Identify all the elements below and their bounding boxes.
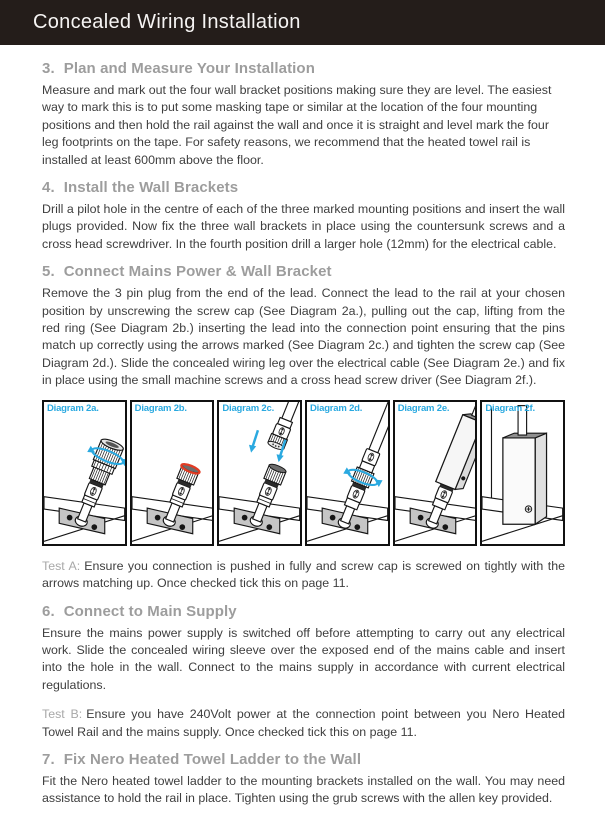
section-heading-5 bbox=[42, 263, 565, 280]
section-heading-3 bbox=[42, 60, 565, 77]
diagram-panel-2b bbox=[130, 400, 215, 546]
test-b-label: Test B: bbox=[42, 707, 83, 722]
section-title: Connect Mains Power & Wall Bracket bbox=[63, 263, 332, 281]
test-a-text: Ensure you connection is pushed in fully and screw cap is screwed on tightly with the arrows matching up. Once checked tick this on page 11. bbox=[42, 558, 565, 591]
page-header bbox=[0, 0, 605, 45]
wiring-leg-cover bbox=[503, 405, 547, 524]
section-number: 3. bbox=[42, 60, 55, 77]
diagram-label-2e: Diagram 2e. bbox=[397, 402, 450, 414]
test-note-b bbox=[42, 706, 565, 741]
concealed-wiring-sleeve bbox=[435, 402, 475, 492]
test-b-text: Ensure you have 240Volt power at the connection point between you Nero Heated Towel Rail and the mains supply. Once checked tick this on page 11. bbox=[42, 707, 566, 739]
section-title: Fix Nero Heated Towel Ladder to the Wall bbox=[63, 750, 362, 768]
section-number: 7. bbox=[42, 750, 55, 768]
section-number: 6. bbox=[42, 602, 55, 620]
section-number: 5. bbox=[42, 263, 55, 281]
diagram-2b-illustration bbox=[132, 402, 213, 544]
section-body-7: Fit the Nero heated towel ladder to the mounting brackets installed on the wall. You may need assistance to hold the rail in place. Tighten using the grub screws with the allen key provided. bbox=[42, 773, 565, 806]
page-title: Concealed Wiring Installation bbox=[33, 11, 301, 33]
diagram-strip bbox=[42, 400, 565, 546]
screw-icon bbox=[526, 506, 532, 512]
diagram-label-2b: Diagram 2b. bbox=[134, 402, 187, 414]
diagram-panel-2a bbox=[42, 400, 127, 546]
page-content bbox=[0, 45, 605, 808]
section-title: Install the Wall Brackets bbox=[63, 179, 239, 197]
test-a-label: Test A: bbox=[42, 558, 81, 573]
section-body-6: Ensure the mains power supply is switched off before attempting to carry out any electrical work. Slide the concealed wiring sleeve over the exposed end of the mains cable and insert into the hole in the wall. Connect to the mains supply in accordance with current electrical regulations. bbox=[42, 625, 565, 692]
diagram-2a-illustration bbox=[44, 402, 125, 544]
diagram-2f-illustration bbox=[482, 402, 563, 544]
section-heading-6 bbox=[42, 603, 565, 620]
section-number: 4. bbox=[42, 179, 55, 197]
diagram-2e-illustration bbox=[395, 402, 476, 544]
section-title: Plan and Measure Your Installation bbox=[63, 60, 315, 77]
diagram-label-2a: Diagram 2a. bbox=[47, 402, 99, 414]
diagram-label-2d: Diagram 2d. bbox=[310, 402, 363, 414]
section-heading-7 bbox=[42, 751, 565, 768]
section-body-3: Measure and mark out the four wall bracket positions making sure they are level. The easiest way to mark this is to put some masking tape or similar at the location of the four mounting positions and then hold the rail against the wall and once it is straight and level mark the four leg footprints on the tape. For safety reasons, we recommend that the heated towel rail is installed at least 600mm above the floor. bbox=[42, 83, 552, 167]
section-heading-4 bbox=[42, 179, 565, 196]
section-title: Connect to Main Supply bbox=[63, 602, 237, 620]
test-note-a bbox=[42, 558, 565, 593]
diagram-panel-2f bbox=[480, 400, 565, 546]
section-body-4: Drill a pilot hole in the centre of each of the three marked mounting positions and insert the wall plugs provided. Now fix the three wall brackets in place using the countersunk screws and a cross head screwdriver. In the fourth position drill a larger hole (12mm) for the electrical cable. bbox=[42, 202, 565, 251]
diagram-label-2c: Diagram 2c. bbox=[222, 402, 275, 414]
diagram-panel-2d bbox=[305, 400, 390, 546]
diagram-2d-illustration bbox=[307, 402, 388, 544]
section-body-5: Remove the 3 pin plug from the end of the lead. Connect the lead to the rail at your chosen position by unscrewing the screw cap (See Diagram 2a.), pulling out the cap, lifting from the red ring (See Diagram 2b.) inserting the lead into the connection point ensuring that the pins match up correctly using the arrows marked (See Diagram 2c.) and tighten the screw cap (See Diagram 2d.). Slide the concealed wiring leg over the electrical cable (See Diagram 2e.) and fix in place using the small machine screws and a cross head screw driver (See Diagram 2f.). bbox=[42, 286, 565, 388]
diagram-label-2f: Diagram 2f. bbox=[485, 402, 535, 414]
diagram-2c-illustration bbox=[219, 402, 300, 544]
diagram-panel-2e bbox=[393, 400, 478, 546]
diagram-panel-2c bbox=[217, 400, 302, 546]
